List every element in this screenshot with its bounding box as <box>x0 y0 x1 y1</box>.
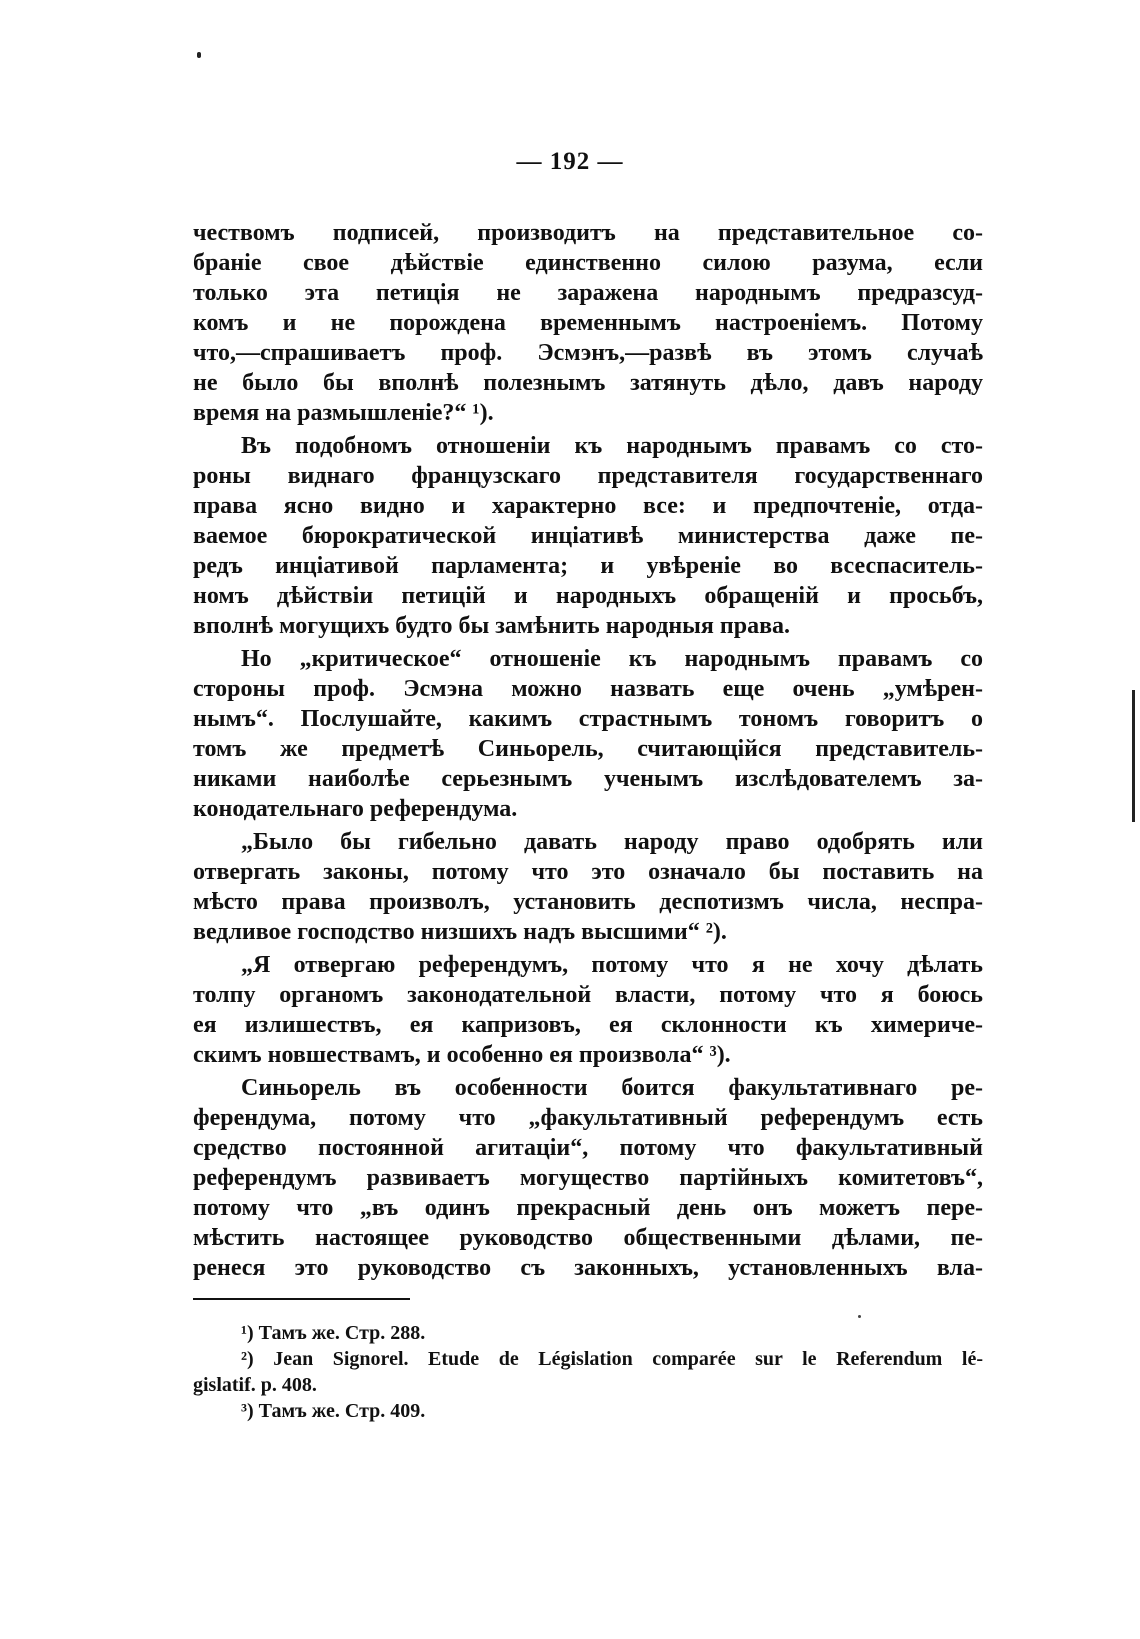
footnote <box>193 1320 983 1346</box>
text-line: мѣстить настоящее руководство общественными дѣлами, пе- <box>193 1225 983 1251</box>
text-line: Въ подобномъ отношеніи къ народнымъ правамъ со сто- <box>241 433 983 459</box>
text-line: Но „критическое“ отношеніе къ народнымъ правамъ со <box>241 646 983 672</box>
text-line: комъ и не порождена временнымъ настроеніемъ. Потому <box>193 310 983 336</box>
text-line: не было бы вполнѣ полезнымъ затянуть дѣло, давъ народу <box>193 370 983 396</box>
body-text <box>193 218 983 1283</box>
text-line: ведливое господство низшихъ надъ высшими“ ²). <box>193 919 727 945</box>
footnote-line: ¹) Тамъ же. Стр. 288. <box>241 1322 426 1344</box>
text-line: мѣсто права произволъ, установить деспотизмъ числа, неспра- <box>193 889 983 915</box>
text-line: Синьорель въ особенности боится факультативнаго ре- <box>241 1075 983 1101</box>
text-line: отвергать законы, потому что это означало бы поставить на <box>193 859 983 885</box>
text-line: толпу органомъ законодательной власти, потому что я боюсь <box>193 982 983 1008</box>
text-line: никами наиболѣе серьезнымъ ученымъ изслѣдователемъ за- <box>193 766 983 792</box>
footnote-line: ²) Jean Signorel. Etude de Législation comparée sur le Referendum lé- <box>241 1348 983 1370</box>
text-line: роны виднаго французскаго представителя государственнаго <box>193 463 983 489</box>
paragraph <box>193 218 983 428</box>
text-line: нымъ“. Послушайте, какимъ страстнымъ тономъ говоритъ о <box>193 706 983 732</box>
text-line: только эта петиція не заражена народнымъ предразсуд- <box>193 280 983 306</box>
text-line: „Я отвергаю референдумъ, потому что я не хочу дѣлать <box>241 952 983 978</box>
text-line: „Было бы гибельно давать народу право одобрять или <box>241 829 983 855</box>
page-number: — 192 — <box>516 148 624 175</box>
text-line: ренеся это руководство съ законныхъ, установленныхъ вла- <box>193 1255 983 1281</box>
text-line: вполнѣ могущихъ будто бы замѣнить народныя права. <box>193 613 791 639</box>
footnote <box>193 1346 983 1398</box>
text-line: чествомъ подписей, производитъ на представительное со- <box>193 220 983 246</box>
page-edge-mark <box>1132 690 1135 822</box>
text-line: время на размышленіе?“ ¹). <box>193 400 494 426</box>
footnote-rule <box>193 1298 410 1300</box>
paragraph <box>193 644 983 824</box>
text-line: конодательнаго референдума. <box>193 796 518 822</box>
text-line: томъ же предметѣ Синьорель, считающійся представитель- <box>193 736 983 762</box>
text-line: потому что „въ одинъ прекрасный день онъ можетъ пере- <box>193 1195 983 1221</box>
footnotes <box>193 1320 983 1424</box>
ink-speck <box>858 1315 861 1318</box>
text-line: средство постоянной агитаціи“, потому что факультативный <box>193 1135 983 1161</box>
text-line: что,—спрашиваетъ проф. Эсмэнъ,—развѣ въ этомъ случаѣ <box>193 340 983 366</box>
footnote-line: gislatif. p. 408. <box>193 1374 317 1396</box>
text-line: права ясно видно и характерно все: и предпочтеніе, отда- <box>193 493 983 519</box>
text-line: ваемое бюрократической инціативѣ министерства даже пе- <box>193 523 983 549</box>
text-line: стороны проф. Эсмэна можно назвать еще очень „умѣрен- <box>193 676 983 702</box>
paragraph <box>193 431 983 641</box>
text-line: референдумъ развиваетъ могущество партійныхъ комитетовъ“, <box>193 1165 983 1191</box>
paragraph <box>193 827 983 947</box>
text-line: ея излишествъ, ея капризовъ, ея склонности къ химериче- <box>193 1012 983 1038</box>
footnote-line: ³) Тамъ же. Стр. 409. <box>241 1400 426 1422</box>
paragraph <box>193 1073 983 1283</box>
text-line: браніе свое дѣйствіе единственно силою разума, если <box>193 250 983 276</box>
text-line: ферендума, потому что „факультативный референдумъ есть <box>193 1105 983 1131</box>
footnote <box>193 1398 983 1424</box>
text-line: номъ дѣйствіи петицій и народныхъ обращеній и просьбъ, <box>193 583 983 609</box>
text-line: редъ инціативой парламента; и увѣреніе во всеспаситель- <box>193 553 983 579</box>
ink-speck <box>197 52 201 58</box>
paragraph <box>193 950 983 1070</box>
text-line: скимъ новшествамъ, и особенно ея произвола“ ³). <box>193 1042 731 1068</box>
